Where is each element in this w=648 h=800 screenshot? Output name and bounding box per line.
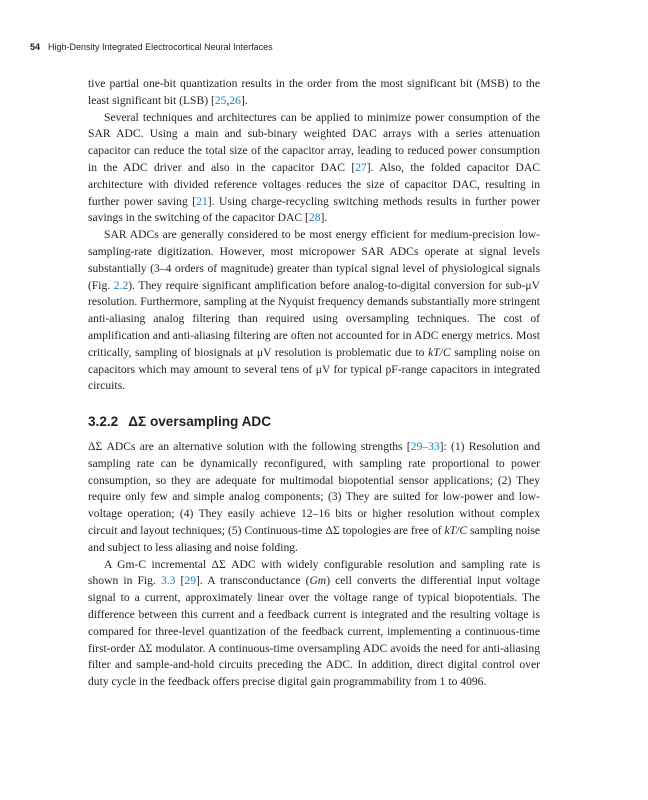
paragraph-1: [88, 76, 540, 110]
citation-link[interactable]: 21: [196, 194, 208, 208]
text-run: [: [175, 574, 185, 588]
paragraph-2: [88, 110, 540, 228]
citation-link[interactable]: 28: [308, 211, 321, 225]
citation-link[interactable]: 25: [214, 93, 227, 107]
paragraph-4: [88, 439, 540, 557]
running-title: High-Density Integrated Electrocortical Neural Interfaces: [48, 42, 273, 52]
text-run: A Gm-C incremental ΔΣ ADC with widely configurable resolution and sampling rate is shown in Fig.: [88, 557, 540, 588]
text-run: ].: [240, 93, 248, 107]
text-run: Several techniques and architectures can be applied to minimize power consumption of the SAR ADC. Using a main and sub-binary weighted DAC arrays with a series attenuation capacitor can reduce the total size of the capacitor array, leading to reduced power consumption in the ADC driver and also in the capacitor DAC [: [88, 110, 540, 174]
section-heading: [88, 414, 540, 431]
body-text: [88, 76, 540, 691]
citation-link[interactable]: 26: [229, 93, 241, 107]
text-run: ,: [226, 93, 230, 107]
math-gm: Gm: [309, 574, 327, 588]
figure-link[interactable]: 2.2: [113, 278, 129, 292]
text-run: sampling noise and subject to less aliasing and noise folding.: [88, 523, 540, 554]
citation-link[interactable]: 29: [184, 574, 196, 588]
math-ktc: kT/C: [428, 345, 451, 359]
text-run: tive partial one-bit quantization results in the order from the most significant bit (MSB) to the least significant bit (LSB) [: [88, 77, 540, 107]
text-run: ΔΣ ADCs are an alternative solution with the following strengths [: [88, 439, 411, 453]
math-ktc: kT/C: [444, 523, 468, 537]
text-run: ]. Using charge-recycling switching methods results in further power savings in the switching of the capacitor DAC [: [88, 194, 541, 225]
text-run: ].: [320, 211, 328, 225]
section-title: ΔΣ oversampling ADC: [128, 414, 272, 430]
paragraph-3: [88, 227, 540, 395]
text-run: SAR ADCs are generally considered to be most energy efficient for medium-precision low-sampling-rate digitization. However, most micropower SAR ADCs operate at signal levels substantially (3–4 orders of magnitude) greater than typical signal level of physiological signals (Fig.: [88, 228, 540, 292]
citation-link[interactable]: 27: [355, 160, 367, 174]
text-run: ) cell converts the differential input voltage signal to a current, approximately linear over the voltage range of typical biopotentials. The difference between this current and a feedback current is integrated and the resulting voltage is compared for three-level quantization of the feedback current, implementing a continuous-time first-order ΔΣ modulator. A continuous-time oversampling ADC avoids the need for anti-aliasing filter and sample-and-hold circuits preceding the ADC. In addition, direct digital control over duty cycle in the feedback offers precise digital gain programmability from 1 to 4096.: [88, 574, 540, 689]
section-number: 3.2.2: [88, 414, 119, 430]
running-head: [30, 42, 273, 52]
text-run: ]. A transconductance (: [195, 574, 310, 588]
page-number: 54: [30, 42, 41, 52]
text-run: ). They require significant amplification before analog-to-digital conversion for sub-μV resolution. Furthermore, sampling at the Nyquist frequency demands substantially more stringent anti-aliasing analog filtering than required using oversampling techniques. The cost of amplification and anti-aliasing filtering are often not accounted for in ADC energy metrics. Most critically, sampling of biosignals at μV resolution is problematic due to: [88, 278, 541, 359]
text-run: sampling noise on capacitors which may amount to several tens of μV for typical pF-range capacitors in integrated circuits.: [88, 345, 540, 393]
paragraph-5: [88, 557, 540, 691]
text-run: ]. Also, the folded capacitor DAC architecture with divided reference voltages reduces the size of capacitor DAC, resulting in further power saving [: [88, 160, 540, 208]
text-run: ]: (1) Resolution and sampling rate can be dynamically reconfigured, with sampling rate proportional to power consumption, so they are adequate for multimodal biopotential sensor applications; (2) They require only few and simple analog components; (3) They are suited for low-power and low-voltage operation; (4) They easily achieve 12–16 bits or higher resolution without complex circuit and layout techniques; (5) Continuous-time ΔΣ topologies are free of: [88, 439, 540, 537]
figure-link[interactable]: 3.3: [160, 574, 176, 588]
citation-link[interactable]: 29–33: [410, 439, 440, 453]
